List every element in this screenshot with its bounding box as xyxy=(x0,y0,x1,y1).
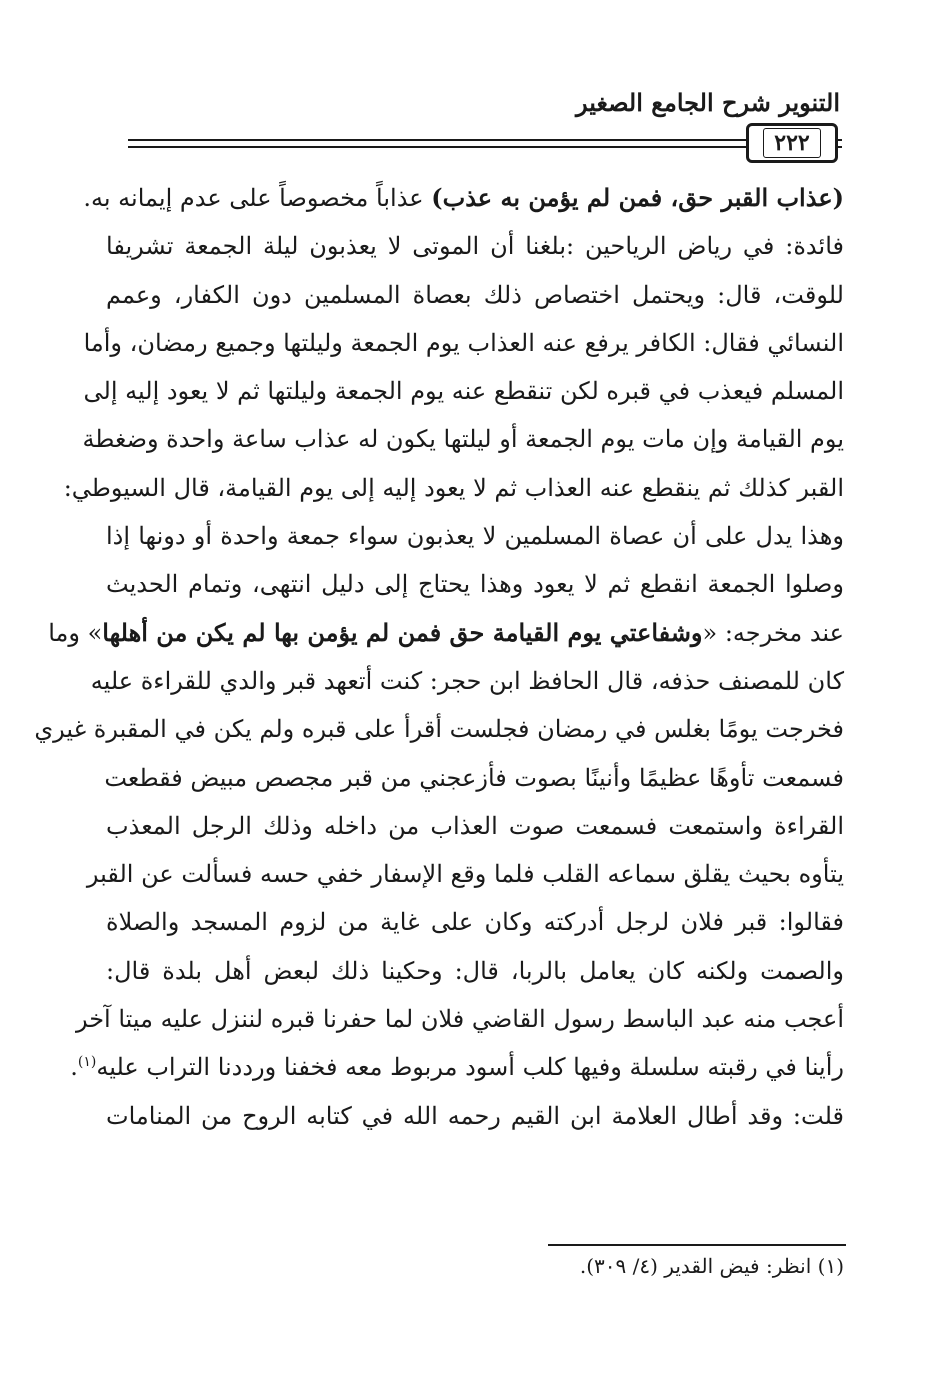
footnote-ref: (١) xyxy=(77,1054,97,1071)
text-line-2: فائدة: في رياض الرياحين :بلغنا أن الموتى لا يعذبون ليلة الجمعة تشريفا xyxy=(106,232,844,261)
text-line-1 xyxy=(83,174,844,222)
commentary-text: عذاباً مخصوصاً على عدم إيمانه به. xyxy=(83,184,432,212)
text-line-18: أعجب منه عبد الباسط رسول القاضي فلان لما حفرنا قبره لننزل عليه ميتا آخر xyxy=(75,1005,844,1034)
hadith-text: (عذاب القبر حق، فمن لم يؤمن به عذب) xyxy=(431,183,844,212)
page-number-badge xyxy=(746,123,838,163)
text-line-19 xyxy=(70,1043,844,1091)
running-header-title: التنوير شرح الجامع الصغير xyxy=(576,88,840,117)
text-line-3: للوقت، قال: ويحتمل اختصاص ذلك بعصاة المسلمين دون الكفار، وعمم xyxy=(106,280,844,309)
page-number: ٢٢٢ xyxy=(763,128,820,158)
text-line-15: يتأوه بحيث يقلق سماعه القلب فلما وقع الإسفار خفي حسه فسألت عن القبر xyxy=(86,860,844,889)
header-rule-top xyxy=(128,139,838,141)
footnote-separator xyxy=(548,1244,846,1246)
text-line-11: كان للمصنف حذفه، قال الحافظ ابن حجر: كنت أتعهد قبر والدي للقراءة عليه xyxy=(90,666,844,695)
line-19-period: . xyxy=(70,1053,78,1082)
text-line-10 xyxy=(48,609,844,657)
footnote: (١) انظر: فيض القدير (٤/ ٣٠٩). xyxy=(579,1254,844,1278)
text-line-4: النسائي فقال: الكافر يرفع عنه العذاب يوم الجمعة وليلتها وجميع رمضان، وأما xyxy=(83,328,844,357)
text-line-13: فسمعت تأوهًا عظيمًا وأنينًا بصوت فأزعجني من قبر مجصص مبيض فقطعت xyxy=(104,763,844,792)
text-line-14: القراءة واستمعت فسمعت صوت العذاب من داخله وذلك الرجل المعذب xyxy=(106,811,844,840)
header-rule-bottom xyxy=(128,146,838,148)
text-line-6: يوم القيامة وإن مات يوم الجمعة أو ليلتها يكون له عذاب ساعة واحدة وضغطة xyxy=(82,425,844,454)
main-text xyxy=(34,174,844,1140)
text-line-8: وهذا يدل على أن عصاة المسلمين لا يعذبون سواء جمعة واحدة أو دونها إذا xyxy=(106,522,844,551)
text-line-12: فخرجت يومًا بغلس في رمضان فجلست أقرأ على قبره ولم يكن في المقبرة غيري xyxy=(34,715,844,744)
text-line-7: القبر كذلك ثم ينقطع عنه العذاب ثم لا يعود إليه إلى يوم القيامة، قال السيوطي: xyxy=(63,473,844,502)
text-line-16: فقالوا: قبر فلان لرجل أدركته وكان على غاية من لزوم المسجد والصلاة xyxy=(106,908,844,937)
text-line-5: المسلم فيعذب في قبره لكن تنقطع عنه يوم الجمعة وليلتها ثم لا يعود إليه إلى xyxy=(83,377,844,406)
text-line-20: قلت: وقد أطال العلامة ابن القيم رحمه الله في كتابه الروح من المنامات xyxy=(106,1101,844,1130)
line-19-text: رأينا في رقبته سلسلة وفيها كلب أسود مربوط معه فخفنا ورددنا التراب عليه xyxy=(96,1053,844,1082)
hadith-quote: وشفاعتي يوم القيامة حق فمن لم يؤمن بها لم يكن من أهلها xyxy=(102,617,703,647)
text-line-9: وصلوا الجمعة انقطع ثم لا يعود وهذا يحتاج إلى دليل انتهى، وتمام الحديث xyxy=(106,570,844,599)
quote-open: عند مخرجه: « xyxy=(702,618,844,647)
quote-close: » وما xyxy=(48,618,103,647)
text-line-17: والصمت ولكنه كان يعامل بالربا، قال: وحكينا ذلك لبعض أهل بلدة قال: xyxy=(106,956,844,985)
